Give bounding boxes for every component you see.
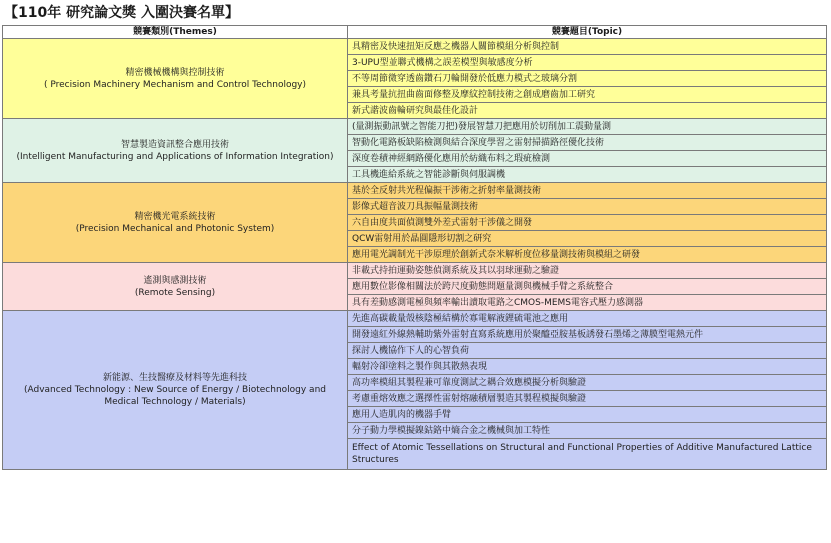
topic-cell: 分子動力學模擬鎳鈷鉻中熵合金之機械與加工特性 <box>348 423 827 439</box>
page-title: 【110年 研究論文獎 入圍決賽名單】 <box>4 5 239 21</box>
topic-cell: 工具機進給系統之智能診斷與伺服調機 <box>348 167 827 183</box>
topic-cell: 探討人機協作下人的心智負荷 <box>348 343 827 359</box>
topic-cell: 六自由度共面偵測雙外差式雷射干涉儀之開發 <box>348 215 827 231</box>
topic-cell: 考慮重熔效應之選擇性雷射熔融積層製造其製程模擬與驗證 <box>348 391 827 407</box>
theme-cell <box>3 263 348 311</box>
topic-cell: 兼具考量抗扭曲齒面修整及摩紋控制技術之創成磨齒加工研究 <box>348 87 827 103</box>
finalists-table <box>2 25 827 470</box>
topic-cell: 新式諧波齒輪研究與最佳化設計 <box>348 103 827 119</box>
table-row <box>3 39 827 55</box>
topic-cell: QCW雷射用於晶圓隱形切割之研究 <box>348 231 827 247</box>
theme-name-en: (Intelligent Manufacturing and Applications of Information Integration) <box>16 151 334 162</box>
theme-cell <box>3 311 348 470</box>
topic-cell: 不等周節微穿透齒鑽石刀輪開發於低應力模式之玻璃分割 <box>348 71 827 87</box>
topic-cell: 高功率模組其製程兼可靠度測試之耦合效應模擬分析與驗證 <box>348 375 827 391</box>
topic-cell: 輻射冷卻塗料之製作與其散熱表現 <box>348 359 827 375</box>
theme-cell <box>3 119 348 183</box>
theme-name-zh: 精密機光電系統技術 <box>134 211 216 222</box>
topic-cell: Effect of Atomic Tessellations on Structural and Functional Properties of Additive Manufactured Lattice Structures <box>348 439 827 470</box>
theme-name-en: (Precision Mechanical and Photonic System) <box>75 223 275 234</box>
topic-cell: 非載式持拍運動姿態偵測系統及其以羽球運動之驗證 <box>348 263 827 279</box>
table-header-row <box>3 26 827 39</box>
topic-cell: (量測振動訊號之智能刀把)發展智慧刀把應用於切削加工震動量測 <box>348 119 827 135</box>
table-row <box>3 119 827 135</box>
table-body <box>3 39 827 470</box>
topic-cell: 應用電光調制光干涉原理於創新式奈米解析度位移量測技術與模組之研發 <box>348 247 827 263</box>
topic-cell: 應用人造肌肉的機器手臂 <box>348 407 827 423</box>
theme-name-en: (Remote Sensing) <box>134 287 216 298</box>
themes-column-header: 競賽類別(Themes) <box>3 26 348 39</box>
theme-name-en: ( Precision Machinery Mechanism and Control Technology) <box>43 79 307 90</box>
table-row <box>3 263 827 279</box>
topic-cell: 深度卷積神經網路優化應用於紡織布料之瑕疵檢測 <box>348 151 827 167</box>
theme-cell <box>3 183 348 263</box>
theme-name-zh: 精密機械機構與控制技術 <box>125 67 225 78</box>
topic-cell: 開發遠紅外線熱輔助紫外雷射直寫系統應用於聚醯亞胺基板誘發石墨烯之薄膜型電熱元件 <box>348 327 827 343</box>
topic-cell: 影像式超音波刀具振幅量測技術 <box>348 199 827 215</box>
topic-cell: 應用數位影像相關法於跨尺度動態問題量測與機械手臂之系統整合 <box>348 279 827 295</box>
topic-cell: 先進高碳載量殼核陰極結構於寡電解液鋰硫電池之應用 <box>348 311 827 327</box>
theme-name-zh: 新能源、生技醫療及材料等先進科技 <box>102 373 247 383</box>
table-row <box>3 311 827 327</box>
table-row <box>3 183 827 199</box>
theme-name-zh: 智慧製造資訊整合應用技術 <box>120 139 229 150</box>
topic-cell: 智動化電路板缺陷檢測與結合深度學習之雷射掃描路徑優化技術 <box>348 135 827 151</box>
topic-cell: 基於全反射共光程偏振干涉術之折射率量測技術 <box>348 183 827 199</box>
topic-cell: 具有差動感測電極與頻率輸出讀取電路之CMOS-MEMS電容式壓力感測器 <box>348 295 827 311</box>
theme-name-zh: 遙測與感測技術 <box>143 275 207 286</box>
theme-cell <box>3 39 348 119</box>
topic-cell: 具精密及快速扭矩反應之機器人關節模組分析與控制 <box>348 39 827 55</box>
topic-cell: 3-UPU型並聯式機構之誤差模型與敏感度分析 <box>348 55 827 71</box>
topic-column-header: 競賽題目(Topic) <box>348 26 827 39</box>
theme-name-en: (Advanced Technology : New Source of Energy / Biotechnology and Medical Technology / Materials) <box>23 385 326 407</box>
